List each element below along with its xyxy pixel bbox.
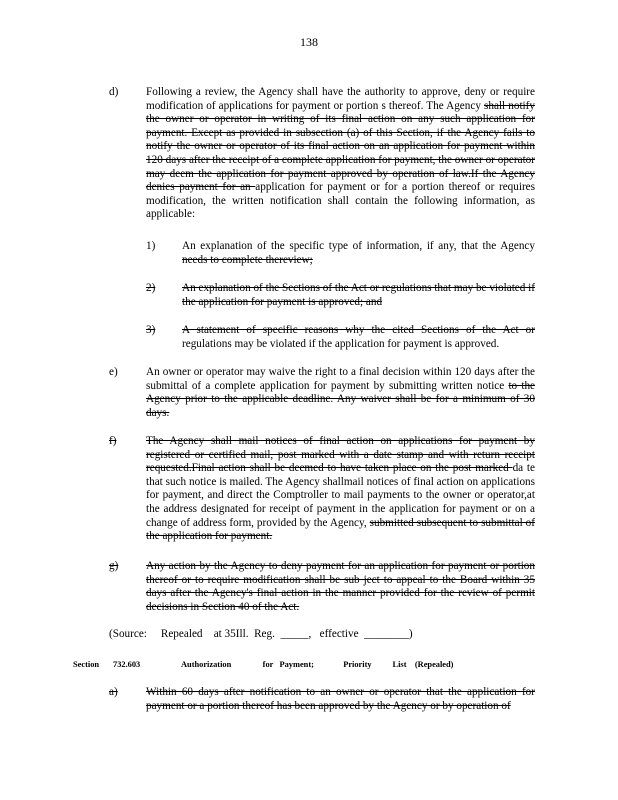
text-run: submitted subsequent to submittal of the application for payment. [146, 516, 535, 543]
text-run: Within 60 days after notification to an owner or operator that the application for payment or a portion thereof has been approved by the Agency or by operation of [146, 686, 535, 712]
item-1-text [182, 240, 535, 267]
para-a-text [146, 686, 535, 713]
source-note: (Source: Repealed at 35Ill. Reg. _____, effective ________) [109, 628, 413, 640]
item-3-label: 3) [146, 324, 156, 336]
text-run: da te that such notice is mailed. The Agency shallmail notices of final action on applications for payment, and direct the Comptroller to mail payments to the owner or operator,at the address designated for receipt of payment in the application for payment or on a change of address form, provided by the Agency, [146, 462, 535, 529]
para-d-label: d) [109, 86, 119, 98]
text-run: A statement of specific reasons why the cited Sections of the Act or [182, 324, 535, 336]
item-2-label: 2) [146, 282, 156, 294]
section-word: Section [73, 660, 100, 669]
text-run: An explanation of the Sections of the Act or regulations that may be violated if the application for payment is approved; and [182, 282, 535, 308]
para-e-text [146, 366, 535, 420]
item-2-text [182, 282, 535, 309]
section-title: Authorization for Payment; Priority List (Repealed) [181, 660, 454, 669]
text-run: needs to complete thereview; [182, 253, 313, 266]
para-f-text [146, 435, 535, 544]
text-run: regulations may be violated if the application for payment is approved. [182, 337, 500, 350]
text-run: Following a review, the Agency shall have the authority to approve, deny or require modification of applications for payment or portion s thereof. The Agency [146, 86, 535, 112]
para-a-label: a) [109, 686, 118, 698]
text-run: An explanation of the specific type of information, if any, that the Agency [182, 240, 535, 252]
item-1-label: 1) [146, 240, 156, 252]
text-run: application for payment or for a portion thereof or requires modification, the written notification shall contain the following information, as applicable: [146, 181, 535, 221]
text-run: shall notify the owner or operator in writing of its final action on any such application for payment. Except as provided in subsection (a) of this Section, if the Agency fails to notify the owner or operator of its final action on an application for payment within 120 days after the receipt of a complete application for payment, the owner or operator may deem the application for payment approved by operation of law.If the Agency denies payment for an [146, 99, 535, 194]
text-run: Any action by the Agency to deny payment for an application for payment or portion thereof or to require modification shall be sub ject to appeal to the Board within 35 days after the Agency's final action in the manner provided for the review of permit decisions in Section 40 of the Act. [146, 560, 535, 613]
para-f-label: f) [109, 435, 117, 447]
text-run: The Agency shall mail notices of final action on applications for payment by registered or certified mail, post marked with a date stamp and with return receipt requested.Final action shall be deemed to have taken place on the post marked [146, 435, 535, 475]
section-number: 732.603 [113, 660, 141, 669]
page-number: 138 [300, 35, 318, 49]
para-g-label: g) [109, 560, 119, 572]
item-3-text [182, 324, 535, 351]
para-d-text [146, 86, 535, 222]
para-g-text [146, 560, 535, 614]
text-run: to the Agency prior to the applicable deadline. Any waiver shall be for a minimum of 30 days. [146, 379, 536, 419]
para-e-label: e) [109, 366, 118, 378]
text-run: An owner or operator may waive the right to a final decision within 120 days after the submittal of a complete application for payment by submitting written notice [146, 366, 535, 392]
